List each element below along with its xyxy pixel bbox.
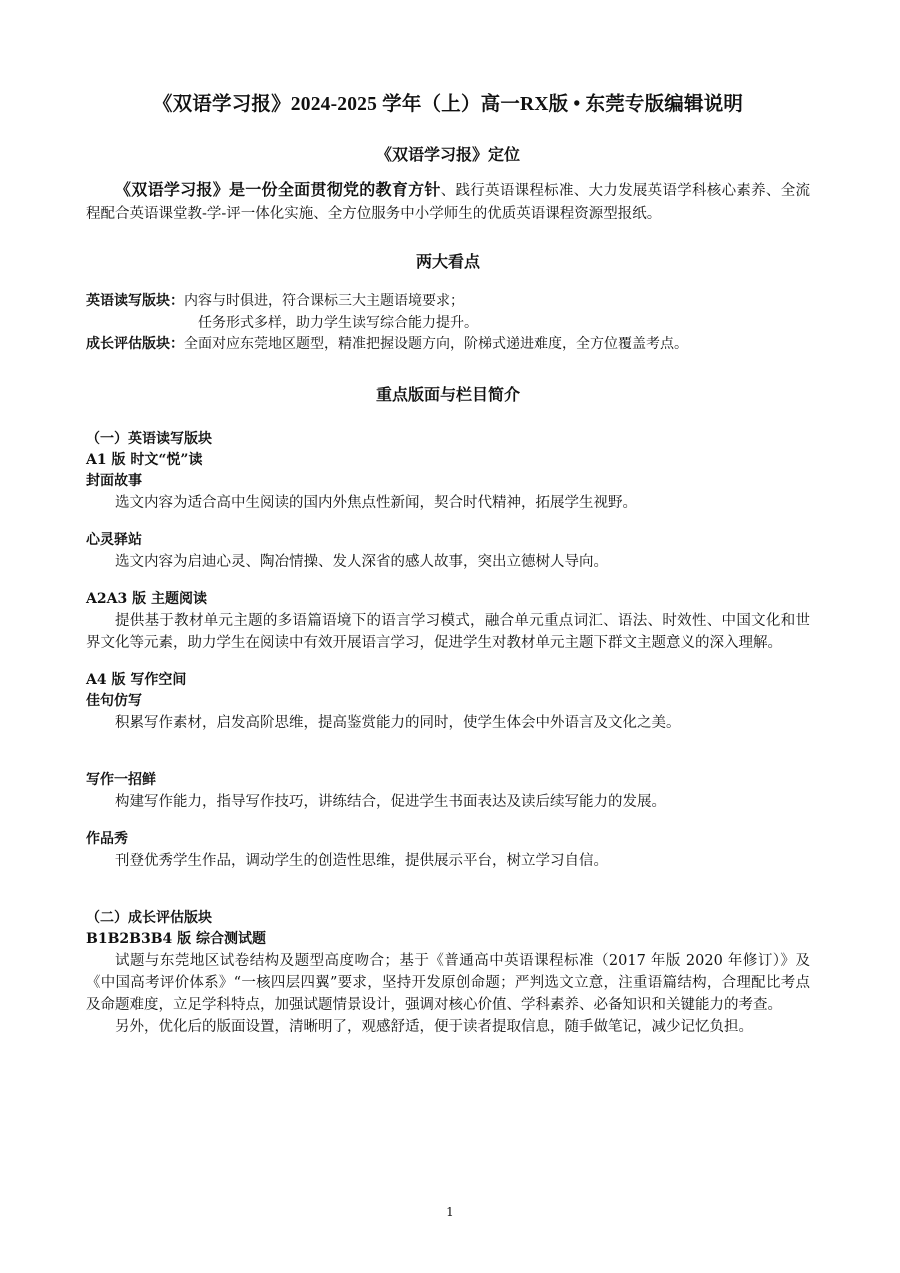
cover-story-text: 选文内容为适合高中生阅读的国内外焦点性新闻，契合时代精神，拓展学生视野。	[115, 494, 637, 511]
writing-tip-text: 构建写作能力，指导写作技巧，讲练结合，促进学生书面表达及读后续写能力的发展。	[115, 793, 666, 810]
b-text-2: 另外，优化后的版面设置，清晰明了，观感舒适，便于读者提取信息，随手做笔记，减少记忆负担。	[115, 1018, 753, 1035]
highlight-item-assessment	[86, 334, 810, 356]
cover-story-heading: 封面故事	[86, 472, 142, 489]
soul-station-heading: 心灵驿站	[86, 531, 142, 548]
writing-tip-heading: 写作一招鲜	[86, 771, 156, 788]
soul-station-text: 选文内容为启迪心灵、陶冶情操、发人深省的感人故事，突出立德树人导向。	[115, 553, 608, 570]
highlights-heading: 两大看点	[415, 252, 480, 271]
page-number: 1	[446, 1205, 454, 1219]
positioning-heading: 《双语学习报》定位	[375, 145, 520, 164]
highlight-item-reading	[86, 291, 810, 313]
document-title: 《双语学习报》2024-2025 学年（上）高一RX版 • 东莞专版编辑说明	[152, 94, 744, 115]
sentence-imitation-text: 积累写作素材，启发高阶思维，提高鉴赏能力的同时，使学生体会中外语言及文化之美。	[115, 714, 681, 731]
b-heading: B1B2B3B4 版 综合测试题	[86, 930, 267, 947]
positioning-lead: 《双语学习报》是一份全面贯彻党的教育方针	[115, 180, 441, 199]
a2a3-heading: A2A3 版 主题阅读	[86, 590, 207, 607]
positioning-paragraph	[86, 178, 810, 226]
a1-heading: A1 版 时文“悦”读	[86, 451, 203, 468]
highlight-item-reading-cont	[86, 313, 810, 335]
a2a3-text: 提供基于教材单元主题的多语篇语境下的语言学习模式，融合单元重点词汇、语法、时效性、中国文化和世界文化等元素，助力学生在阅读中有效开展语言学习，促进学生对教材单元主题下群文主题意义的深入理解。	[86, 612, 810, 651]
highlight-text-reading-2: 任务形式多样，助力学生读写综合能力提升。	[198, 314, 478, 331]
positioning-text: 、践行英语课程标准、大力发展英语学科核心素养、全流程配合英语课堂教-学-评一体化实施、全方位服务中小学师生的优质英语课程资源型报纸。	[86, 183, 810, 222]
highlight-label-assessment: 成长评估版块：	[86, 336, 184, 352]
document-page	[86, 88, 810, 1038]
works-show-heading: 作品秀	[86, 830, 128, 847]
sentence-imitation-heading: 佳句仿写	[86, 692, 142, 709]
highlight-label-reading: 英语读写版块：	[86, 293, 184, 309]
a4-heading: A4 版 写作空间	[86, 671, 187, 688]
highlight-text-reading-1: 内容与时俱进，符合课标三大主题语境要求；	[184, 293, 464, 309]
works-show-text: 刊登优秀学生作品，调动学生的创造性思维，提供展示平台，树立学习自信。	[115, 852, 608, 869]
highlight-text-assessment: 全面对应东莞地区题型，精准把握设题方向，阶梯式递进难度，全方位覆盖考点。	[184, 336, 688, 352]
part1-heading: （一）英语读写版块	[86, 430, 212, 447]
b-text-1: 试题与东莞地区试卷结构及题型高度吻合；基于《普通高中英语课程标准（2017 年版 2020 年修订）》及《中国高考评价体系》“一核四层四翼”要求，坚持开发原创命题；严判选文立意，注重语篇结构，合理配比考点及命题难度，立足学科特点，加强试题情景设计，强调对核心价值、学科素养、必备知识和关键能力的考查。	[86, 952, 810, 1013]
columns-heading: 重点版面与栏目简介	[375, 384, 520, 404]
part2-heading: （二）成长评估版块	[86, 909, 212, 926]
